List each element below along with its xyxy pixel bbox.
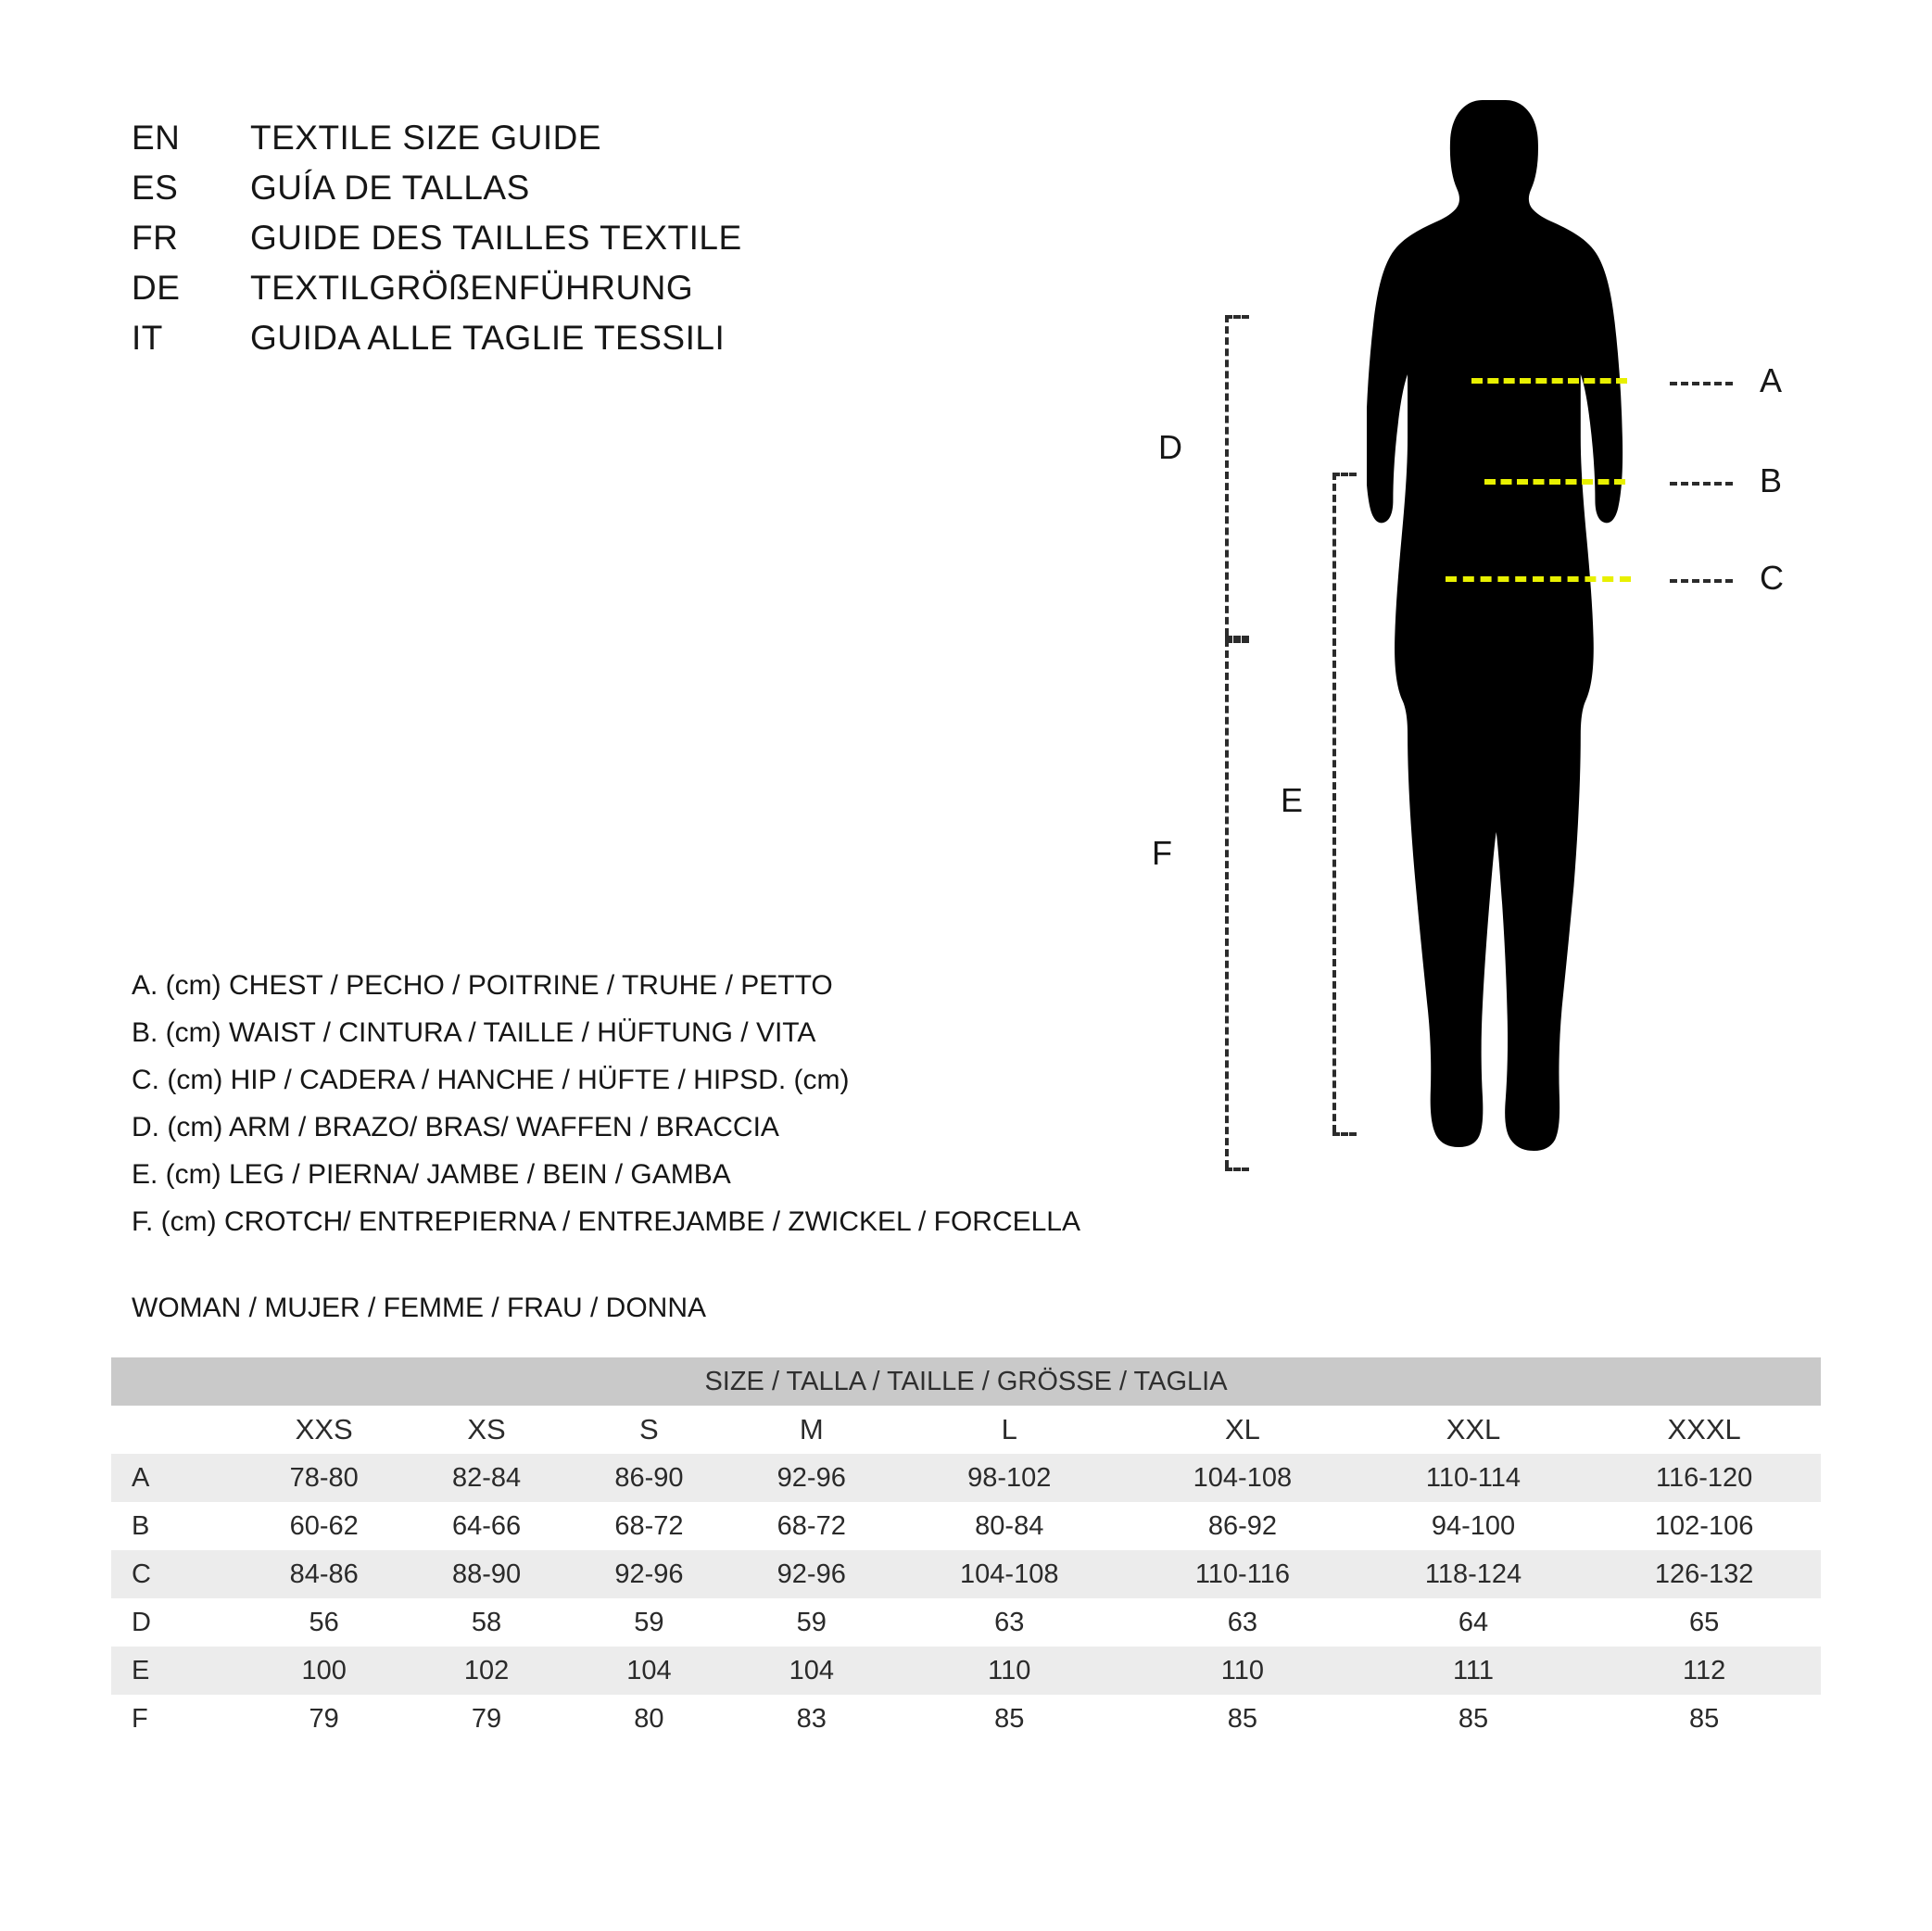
diagram-label-c: C <box>1760 559 1784 597</box>
size-column-header: XXS <box>243 1406 405 1454</box>
arm-bracket-tick-top <box>1225 315 1249 319</box>
diagram-label-f: F <box>1152 834 1172 872</box>
table-cell: 79 <box>405 1695 567 1743</box>
table-cell: 85 <box>1359 1695 1588 1743</box>
row-label: C <box>111 1550 243 1598</box>
size-column-header: XXXL <box>1587 1406 1821 1454</box>
crotch-bracket-tick-top <box>1225 639 1249 643</box>
table-cell: 110 <box>892 1647 1126 1695</box>
table-header-label: SIZE / TALLA / TAILLE / GRÖSSE / TAGLIA <box>704 1366 1228 1396</box>
diagram-label-b: B <box>1760 461 1783 499</box>
table-cell: 88-90 <box>405 1550 567 1598</box>
table-cell: 63 <box>1126 1598 1359 1647</box>
table-header-row <box>111 1357 1821 1406</box>
table-cell: 98-102 <box>892 1454 1126 1502</box>
leg-bracket-tick-bottom <box>1332 1132 1357 1136</box>
table-cell: 100 <box>243 1647 405 1695</box>
leg-bracket-line <box>1332 473 1336 1132</box>
legend-item-c: C. (cm) HIP / CADERA / HANCHE / HÜFTE / HIPSD. (cm) <box>132 1065 850 1095</box>
language-title-block <box>132 119 966 369</box>
chest-leader-line <box>1670 382 1733 385</box>
crotch-bracket-tick-bottom <box>1225 1167 1249 1171</box>
table-cell: 86-92 <box>1126 1502 1359 1550</box>
size-column-header: XL <box>1126 1406 1359 1454</box>
title-row <box>132 119 966 169</box>
size-column-header: XS <box>405 1406 567 1454</box>
table-cell: 65 <box>1587 1598 1821 1647</box>
diagram-label-d: D <box>1158 428 1182 466</box>
title-language-text: GUÍA DE TALLAS <box>250 169 530 207</box>
table-cell: 80-84 <box>892 1502 1126 1550</box>
table-cell: 104 <box>730 1647 892 1695</box>
table-cell: 80 <box>568 1695 730 1743</box>
category-label: WOMAN / MUJER / FEMME / FRAU / DONNA <box>132 1293 706 1323</box>
waist-measure-line <box>1484 479 1625 485</box>
table-cell: 104 <box>568 1647 730 1695</box>
table-cell: 58 <box>405 1598 567 1647</box>
diagram-label-a: A <box>1760 361 1783 399</box>
table-cell: 92-96 <box>730 1550 892 1598</box>
table-row <box>111 1454 1821 1502</box>
table-cell: 56 <box>243 1598 405 1647</box>
table-cell: 84-86 <box>243 1550 405 1598</box>
title-language-text: GUIDE DES TAILLES TEXTILE <box>250 219 742 257</box>
table-cell: 92-96 <box>568 1550 730 1598</box>
table-row <box>111 1550 1821 1598</box>
title-language-code: FR <box>132 219 179 257</box>
table-cell: 85 <box>892 1695 1126 1743</box>
table-cell: 83 <box>730 1695 892 1743</box>
crotch-bracket-line <box>1225 639 1229 1167</box>
legend-item-e: E. (cm) LEG / PIERNA/ JAMBE / BEIN / GAMBA <box>132 1159 731 1190</box>
row-label: F <box>111 1695 243 1743</box>
title-language-code: EN <box>132 119 181 157</box>
table-cell: 104-108 <box>1126 1454 1359 1502</box>
table-cell: 110 <box>1126 1647 1359 1695</box>
table-cell: 110-116 <box>1126 1550 1359 1598</box>
table-cell: 112 <box>1587 1647 1821 1695</box>
woman-silhouette-icon <box>1367 93 1645 1186</box>
title-language-text: TEXTILGRÖßENFÜHRUNG <box>250 269 694 307</box>
title-row <box>132 219 966 269</box>
table-cell: 59 <box>568 1598 730 1647</box>
table-cell: 59 <box>730 1598 892 1647</box>
table-cell: 102-106 <box>1587 1502 1821 1550</box>
table-cell: 110-114 <box>1359 1454 1588 1502</box>
title-language-text: TEXTILE SIZE GUIDE <box>250 119 602 157</box>
title-language-code: ES <box>132 169 179 207</box>
table-cell: 60-62 <box>243 1502 405 1550</box>
arm-bracket-line <box>1225 315 1229 636</box>
table-row <box>111 1502 1821 1550</box>
table-sizes-corner <box>111 1406 243 1454</box>
row-label: E <box>111 1647 243 1695</box>
legend-item-b: B. (cm) WAIST / CINTURA / TAILLE / HÜFTUNG / VITA <box>132 1017 816 1048</box>
table-cell: 68-72 <box>568 1502 730 1550</box>
table-cell: 104-108 <box>892 1550 1126 1598</box>
table-cell: 64-66 <box>405 1502 567 1550</box>
size-column-header: XXL <box>1359 1406 1588 1454</box>
row-label: B <box>111 1502 243 1550</box>
title-language-text: GUIDA ALLE TAGLIE TESSILI <box>250 319 726 357</box>
table-cell: 78-80 <box>243 1454 405 1502</box>
diagram-label-e: E <box>1281 781 1304 819</box>
hip-measure-line <box>1446 576 1631 582</box>
table-cell: 92-96 <box>730 1454 892 1502</box>
size-table <box>111 1357 1821 1743</box>
size-column-header: L <box>892 1406 1126 1454</box>
table-cell: 85 <box>1587 1695 1821 1743</box>
table-cell: 102 <box>405 1647 567 1695</box>
title-language-code: IT <box>132 319 163 357</box>
legend-item-d: D. (cm) ARM / BRAZO/ BRAS/ WAFFEN / BRACCIA <box>132 1112 779 1142</box>
table-cell: 82-84 <box>405 1454 567 1502</box>
chest-measure-line <box>1471 378 1627 384</box>
title-row <box>132 269 966 319</box>
row-label: A <box>111 1454 243 1502</box>
table-cell: 86-90 <box>568 1454 730 1502</box>
table-cell: 79 <box>243 1695 405 1743</box>
table-cell: 111 <box>1359 1647 1588 1695</box>
measurement-legend <box>132 962 1225 1245</box>
table-cell: 64 <box>1359 1598 1588 1647</box>
table-cell: 63 <box>892 1598 1126 1647</box>
table-row <box>111 1647 1821 1695</box>
table-row <box>111 1598 1821 1647</box>
title-language-code: DE <box>132 269 181 307</box>
table-sizes-row <box>111 1406 1821 1454</box>
legend-item-f: F. (cm) CROTCH/ ENTREPIERNA / ENTREJAMBE / ZWICKEL / FORCELLA <box>132 1206 1080 1237</box>
hip-leader-line <box>1670 579 1733 583</box>
leg-bracket-tick-top <box>1332 473 1357 476</box>
table-cell: 85 <box>1126 1695 1359 1743</box>
table-cell: 94-100 <box>1359 1502 1588 1550</box>
table-cell: 118-124 <box>1359 1550 1588 1598</box>
legend-item-a: A. (cm) CHEST / PECHO / POITRINE / TRUHE / PETTO <box>132 970 833 1001</box>
title-row <box>132 169 966 219</box>
size-diagram <box>1140 74 1909 1214</box>
table-cell: 126-132 <box>1587 1550 1821 1598</box>
size-column-header: M <box>730 1406 892 1454</box>
table-row <box>111 1695 1821 1743</box>
size-column-header: S <box>568 1406 730 1454</box>
table-cell: 68-72 <box>730 1502 892 1550</box>
row-label: D <box>111 1598 243 1647</box>
waist-leader-line <box>1670 482 1733 486</box>
table-cell: 116-120 <box>1587 1454 1821 1502</box>
title-row <box>132 319 966 369</box>
